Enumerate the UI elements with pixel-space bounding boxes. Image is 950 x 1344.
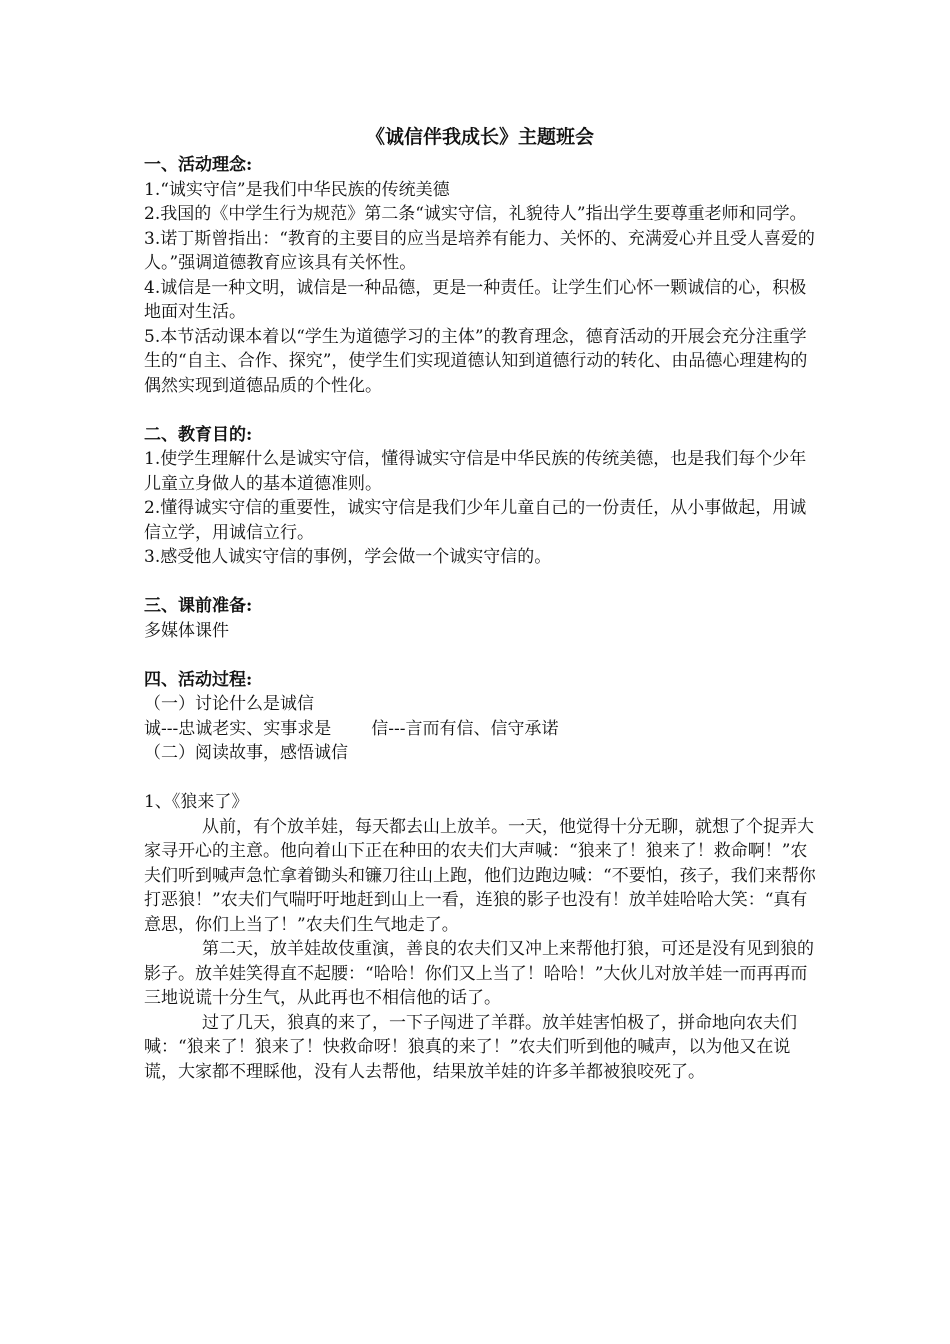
spacer: [144, 398, 816, 423]
goal-item: 3.感受他人诚实守信的事例，学会做一个诚实守信的。: [144, 547, 552, 567]
subsection-story: （二）阅读故事，感悟诚信: [144, 743, 348, 763]
section-heading-process: 四、活动过程:: [144, 669, 253, 690]
concept-item: 2.我国的《中学生行为规范》第二条“诚实守信，礼貌待人”指出学生要尊重老师和同学。: [144, 204, 807, 224]
concept-item: 5.本节活动课本着以“学生为道德学习的主体”的教育理念，德育活动的开展会充分注重学生的“自主、合作、探究”，使学生们实现道德认知到道德行动的转化、由品德心理建构的偶然实现到道德品质的个性化。: [144, 326, 808, 396]
goal-item: 1.使学生理解什么是诚实守信，懂得诚实守信是中华民族的传统美德，也是我们每个少年儿童立身做人的基本道德准则。: [144, 449, 807, 494]
subsection-discuss: （一）讨论什么是诚信: [144, 694, 314, 714]
spacer: [144, 766, 816, 791]
definition-cheng: 诚---忠诚老实、实事求是: [144, 718, 332, 739]
section-heading-goals: 二、教育目的:: [144, 424, 253, 445]
story-paragraph: 从前，有个放羊娃，每天都去山上放羊。一天，他觉得十分无聊，就想了个捉弄大家寻开心的主意。他向着山下正在种田的农夫们大声喊：“狼来了！狼来了！救命啊！”农夫们听到喊声急忙拿着锄头和镰刀往山上跑，他们边跑边喊：“不要怕，孩子，我们来帮你打恶狼！”农夫们气喘吁吁地赶到山上一看，连狼的影子也没有！放羊娃哈哈大笑：“真有意思，你们上当了！”农夫们生气地走了。: [144, 816, 816, 935]
section-heading-preparation: 三、课前准备:: [144, 596, 253, 616]
document-title: 《诚信伴我成长》主题班会: [365, 126, 594, 148]
story-paragraph: 过了几天，狼真的来了，一下子闯进了羊群。放羊娃害怕极了，拼命地向农夫们喊：“狼来了！狼来了！快救命呀！狼真的来了！”农夫们听到他的喊声，以为他又在说谎，大家都不理睬他，没有人去帮他，结果放羊娃的许多羊都被狼咬死了。: [144, 1012, 797, 1082]
section-heading-concept: 一、活动理念:: [144, 155, 253, 175]
story-paragraph: 第二天，放羊娃故伎重演，善良的农夫们又冲上来帮他打狼，可还是没有见到狼的影子。放羊娃笑得直不起腰：“哈哈！你们又上当了！哈哈！”大伙儿对放羊娃一而再再而三地说谎十分生气，从此再也不相信他的话了。: [144, 939, 814, 1008]
story-title: 1、《狼来了》: [144, 792, 249, 812]
concept-item: 1.“诚实守信”是我们中华民族的传统美德: [144, 179, 450, 200]
definition-xin: 信---言而有信、信守承诺: [371, 718, 559, 739]
concept-item: 4.诚信是一种文明，诚信是一种品德，更是一种责任。让学生们心怀一颗诚信的心，积极地面对生活。: [144, 277, 807, 322]
concept-item: 3.诺丁斯曾指出：“教育的主要目的应当是培养有能力、关怀的、充满爱心并且受人喜爱的人。”强调道德教育应该具有关怀性。: [144, 228, 815, 273]
spacer: [144, 643, 816, 668]
preparation-text: 多媒体课件: [144, 620, 229, 641]
goal-item: 2.懂得诚实守信的重要性，诚实守信是我们少年儿童自己的一份责任，从小事做起，用诚信立学，用诚信立行。: [144, 498, 807, 543]
spacer: [144, 570, 816, 595]
definition-line: [144, 717, 816, 742]
document-page: [144, 122, 816, 1084]
